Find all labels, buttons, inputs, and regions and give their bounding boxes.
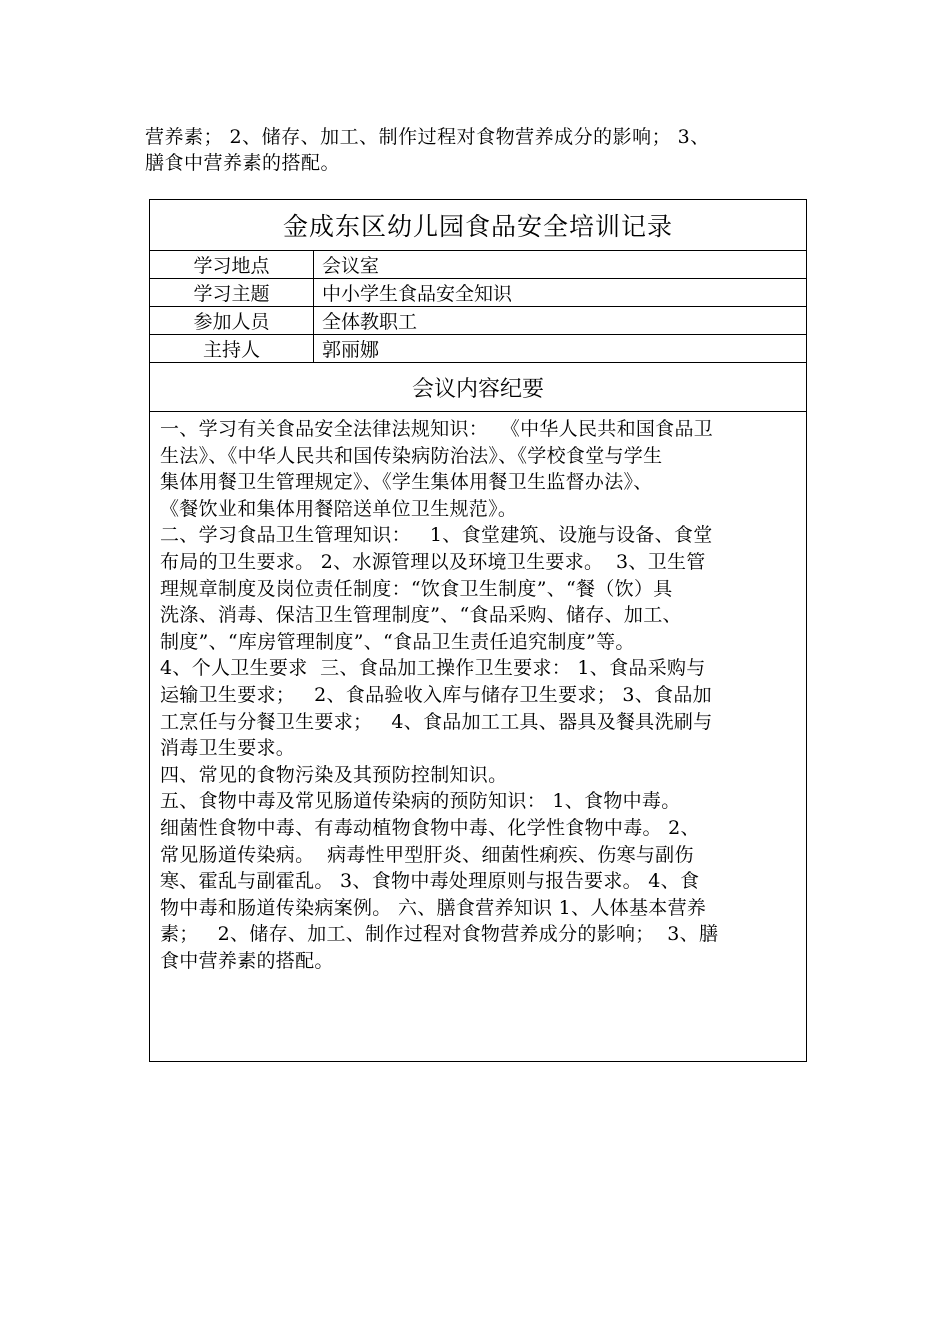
content-line: 素； 2、储存、加工、制作过程对食物营养成分的影响； 3、膳 — [160, 923, 719, 946]
host-label: 主持人 — [150, 335, 314, 363]
content-line: 4、个人卫生要求 三、食品加工操作卫生要求： 1、食品采购与 — [160, 657, 706, 680]
minutes-heading: 会议内容纪要 — [150, 363, 807, 412]
content-line: 物中毒和肠道传染病案例。 六、膳食营养知识 1、人体基本营养 — [160, 896, 707, 919]
content-line: 洗涤、消毒、保洁卫生管理制度”、“食品采购、储存、加工、 — [160, 604, 682, 627]
record-title: 金成东区幼儿园食品安全培训记录 — [150, 200, 807, 251]
carryover-line: 营养素； 2、储存、加工、制作过程对食物营养成分的影响； 3、 — [145, 126, 710, 148]
topic-label: 学习主题 — [150, 279, 314, 307]
content-line: 食中营养素的搭配。 — [160, 949, 334, 972]
content-line: 一、学习有关食品安全法律法规知识： 《中华人民共和国食品卫 — [160, 418, 714, 440]
content-line: 二、学习食品卫生管理知识： 1、食堂建筑、设施与设备、食堂 — [160, 524, 713, 547]
attendees-label: 参加人员 — [150, 307, 314, 335]
attendees-value: 全体教职工 — [314, 307, 807, 335]
content-line: 消毒卫生要求。 — [160, 737, 296, 760]
training-record-table — [149, 199, 807, 1062]
content-line: 布局的卫生要求。 2、水源管理以及环境卫生要求。 3、卫生管 — [160, 550, 706, 573]
minutes-content — [150, 412, 807, 1062]
content-line: 制度”、“库房管理制度”、“食品卫生责任追究制度”等。 — [160, 630, 635, 653]
topic-value: 中小学生食品安全知识 — [314, 279, 807, 307]
host-value: 郭丽娜 — [314, 335, 807, 363]
location-label: 学习地点 — [150, 251, 314, 279]
content-line: 集体用餐卫生管理规定》、《学生集体用餐卫生监督办法》、 — [160, 471, 653, 494]
content-line: 运输卫生要求； 2、食品验收入库与储存卫生要求； 3、食品加 — [160, 683, 712, 706]
content-line: 生法》、《中华人民共和国传染病防治法》、《学校食堂与学生 — [160, 444, 663, 467]
content-line: 常见肠道传染病。 病毒性甲型肝炎、细菌性痢疾、伤寒与副伤 — [160, 843, 694, 866]
content-line: 四、常见的食物污染及其预防控制知识。 — [160, 763, 508, 786]
carryover-line: 膳食中营养素的搭配。 — [145, 152, 341, 174]
content-line: 寒、霍乱与副霍乱。 3、食物中毒处理原则与报告要求。 4、食 — [160, 870, 700, 893]
content-line: 《餐饮业和集体用餐陪送单位卫生规范》。 — [160, 497, 518, 520]
content-line: 五、食物中毒及常见肠道传染病的预防知识： 1、食物中毒。 — [160, 790, 681, 813]
location-value: 会议室 — [314, 251, 807, 279]
content-line: 细菌性食物中毒、有毒动植物食物中毒、化学性食物中毒。 2、 — [160, 816, 700, 839]
content-line: 理规章制度及岗位责任制度：“饮食卫生制度”、“餐（饮）具 — [160, 577, 673, 600]
carryover-text — [145, 124, 805, 176]
content-line: 工烹任与分餐卫生要求； 4、食品加工工具、器具及餐具洗刷与 — [160, 710, 713, 733]
